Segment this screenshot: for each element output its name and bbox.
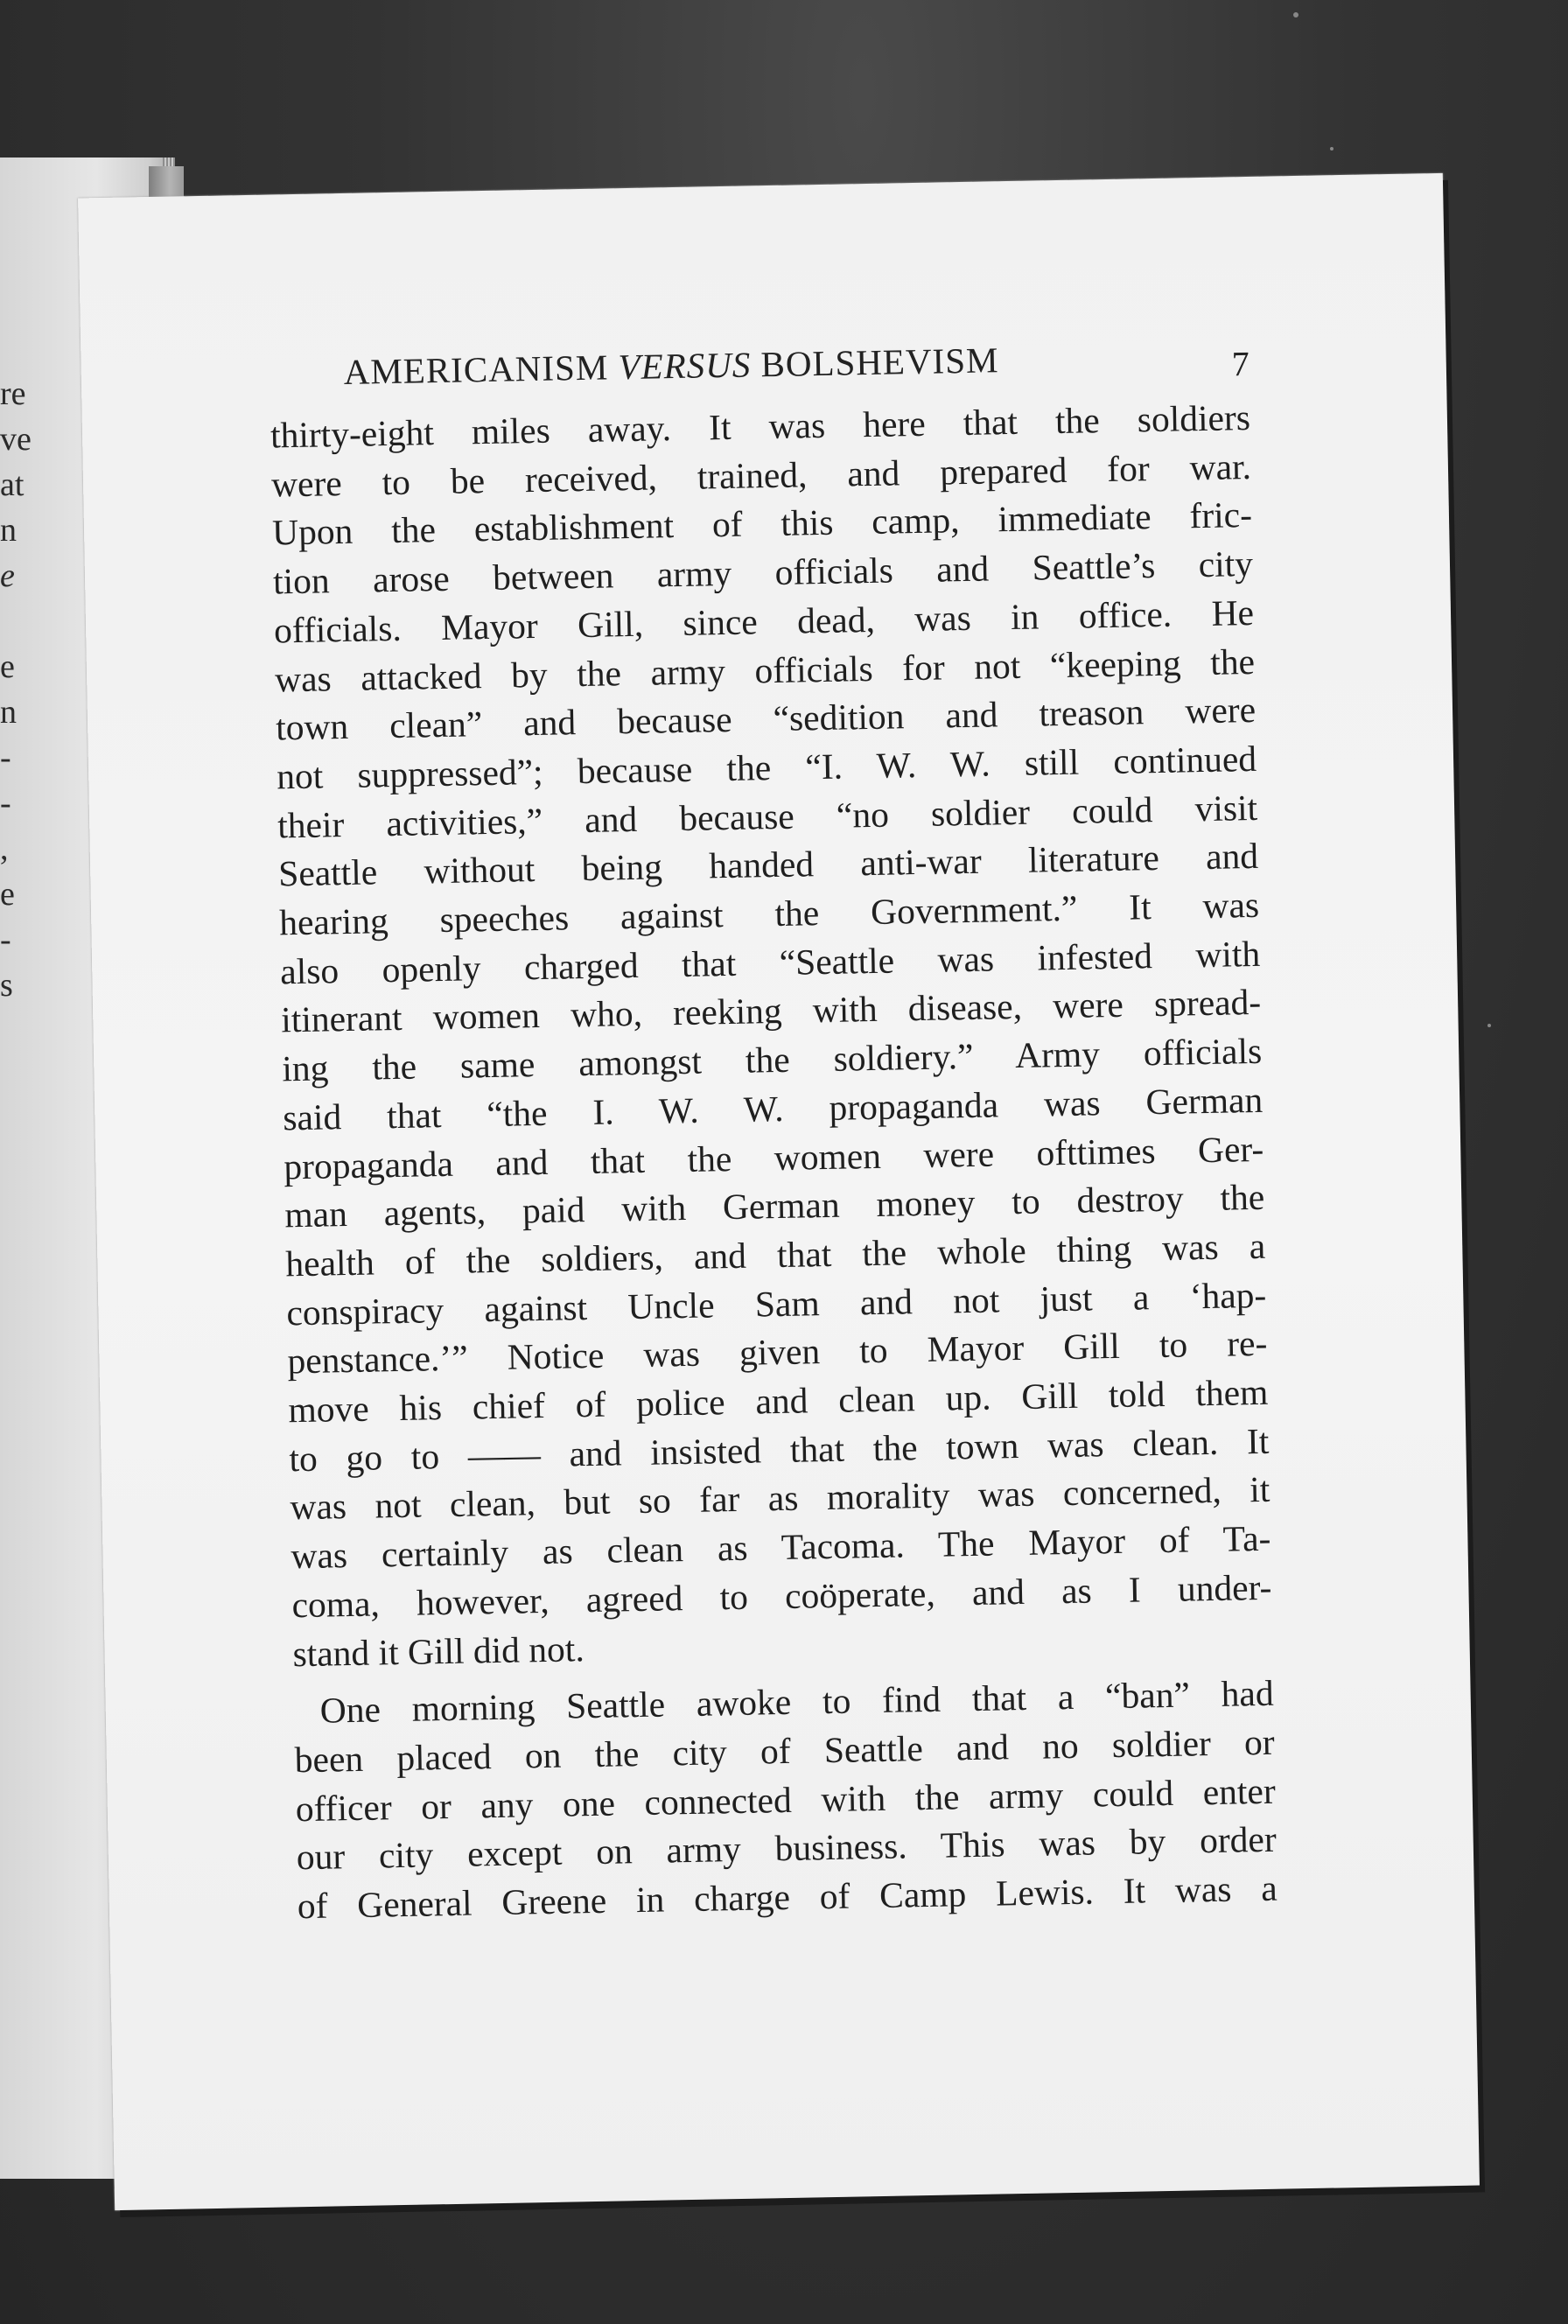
text-line: penstance.’” Notice was given to Mayor Gill to re- [287,1323,1268,1382]
paragraph-1 [270,394,1273,1679]
left-fragment: ve [0,421,32,458]
text-line: was attacked by the army officials for not “keeping the [274,640,1256,699]
text-line: was not clean, but so far as morality was concerned, it [290,1469,1270,1528]
text-line: conspiracy against Uncle Sam and not just a ‘hap- [286,1274,1267,1333]
left-fragment: - [0,785,11,822]
text-line: health of the soldiers, and that the whole thing was a [284,1225,1266,1284]
text-line: their activities,” and because “no soldier could visit [276,787,1258,846]
text-line: our city except on army business. This was by order [296,1819,1278,1878]
left-fragment: - [0,739,11,776]
running-head-part2: BOLSHEVISM [750,340,999,385]
text-line: been placed on the city of Seattle and no soldier or [294,1721,1276,1781]
text-line: Upon the establishment of this camp, immediate fric- [271,494,1253,553]
text-line: hearing speeches against the Government.” It was [278,884,1260,943]
text-line: officer or any one connected with the army could enter [295,1770,1277,1829]
running-head-versus: VERSUS [618,344,752,388]
text-line: Seattle without being handed anti-war literature and [277,836,1259,894]
scan-speck [1293,12,1298,18]
text-line: was certainly as clean as Tacoma. The Mayor of Ta- [290,1517,1271,1577]
text-line: coma, however, agreed to coöperate, and as I under- [291,1566,1272,1626]
body-text [270,394,1278,1931]
text-line: thirty-eight miles away. It was here that the soldiers [270,396,1251,456]
left-fragment: n [0,694,17,731]
left-fragment: n [0,512,17,549]
left-fragment: , [0,830,9,867]
text-line: stand it Gill did not. [292,1628,585,1674]
left-fragment: s [0,967,13,1004]
left-fragment: e [0,648,15,685]
text-line: were to be received, trained, and prepared for war. [270,445,1252,505]
text-line: itinerant women who, reeking with disease, were spread- [280,982,1262,1040]
text-line: said that “the I. W. W. propaganda was German [282,1079,1264,1138]
paragraph-2 [293,1670,1278,1931]
running-head-title [343,339,999,393]
left-fragment: e [0,557,15,594]
text-line: tion arose between army officials and Seattle’s city [272,543,1254,602]
scan-speck [1488,1024,1491,1027]
text-line: to go to —— and insisted that the town was clean. It [289,1420,1270,1480]
left-fragment: at [0,466,24,503]
left-fragment: re [0,375,26,412]
text-line: propaganda and that the women were ofttimes Ger- [283,1128,1264,1186]
text-line: ing the same amongst the soldiery.” Army officials [281,1030,1263,1089]
page-number: 7 [1231,343,1250,384]
left-fragment: - [0,921,11,958]
text-line: also openly charged that “Seattle was infested with [279,933,1261,992]
running-head-part1: AMERICANISM [343,346,619,392]
book-page [78,173,1480,2210]
text-line: move his chief of police and clean up. Gill told them [288,1371,1269,1431]
text-line: One morning Seattle awoke to find that a “ban” had [319,1673,1275,1731]
page-content [269,334,1278,1931]
text-line: of General Greene in charge of Camp Lewis. It was a [297,1867,1278,1927]
text-line: town clean” and because “sedition and treason were [275,690,1256,748]
text-line: officials. Mayor Gill, since dead, was in office. He [273,592,1255,651]
text-line: not suppressed”; because the “I. W. W. still continued [276,738,1257,797]
scan-speck [1330,147,1334,150]
left-fragment: e [0,876,15,913]
text-line: man agents, paid with German money to destroy the [284,1177,1265,1236]
